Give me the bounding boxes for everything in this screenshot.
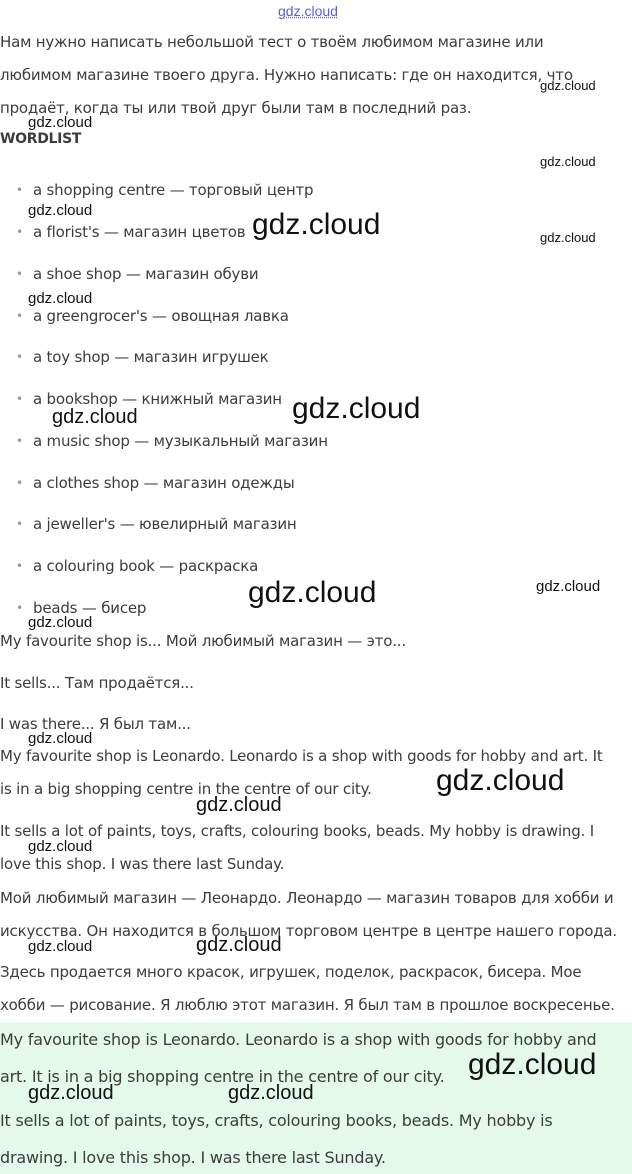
watermark: gdz.cloud bbox=[540, 154, 596, 169]
watermark: gdz.cloud bbox=[468, 1048, 597, 1081]
watermark: gdz.cloud bbox=[292, 392, 421, 425]
phrase-1: My favourite shop is... Мой любимый магазин — это... bbox=[0, 632, 406, 650]
watermark: gdz.cloud bbox=[28, 202, 93, 219]
phrase-2: It sells... Там продаётся... bbox=[0, 674, 194, 692]
watermark: gdz.cloud bbox=[536, 578, 601, 595]
watermark: gdz.cloud bbox=[540, 78, 596, 93]
answer-ru-line-4: хобби — рисование. Я люблю этот магазин. Я был там в прошлое воскресенье. bbox=[0, 996, 615, 1014]
watermark: gdz.cloud bbox=[28, 114, 93, 131]
task-line-2: любимом магазине твоего друга. Нужно написать: где он находится, что bbox=[0, 66, 573, 84]
watermark: gdz.cloud bbox=[28, 290, 93, 307]
answer-ru-line-2: искусства. Он находится в большом торговом центре в центре нашего города. bbox=[0, 922, 617, 940]
watermark: gdz.cloud bbox=[436, 764, 565, 797]
watermark: gdz.cloud bbox=[28, 730, 93, 747]
site-title-link[interactable]: gdz.cloud bbox=[278, 3, 338, 19]
watermark: gdz.cloud bbox=[28, 614, 93, 631]
watermark: gdz.cloud bbox=[52, 406, 138, 428]
watermark: gdz.cloud bbox=[196, 794, 282, 816]
watermark: gdz.cloud bbox=[28, 838, 93, 855]
answer-en-line-2: is in a big shopping centre in the centre of our city. bbox=[0, 780, 372, 798]
phrase-3: I was there... Я был там... bbox=[0, 715, 191, 733]
answer-en-line-1: My favourite shop is Leonardo. Leonardo is a shop with goods for hobby and art. It bbox=[0, 747, 603, 765]
watermark: gdz.cloud bbox=[252, 208, 381, 241]
watermark: gdz.cloud bbox=[228, 1082, 314, 1104]
watermark: gdz.cloud bbox=[28, 938, 93, 955]
highlight-line-2: art. It is in a big shopping centre in the centre of our city. bbox=[0, 1067, 445, 1086]
answer-ru-line-3: Здесь продается много красок, игрушек, поделок, раскрасок, бисера. Мое bbox=[0, 963, 582, 981]
watermark: gdz.cloud bbox=[196, 934, 282, 956]
answer-ru-line-1: Мой любимый магазин — Леонардо. Леонардо — магазин товаров для хобби и bbox=[0, 889, 614, 907]
answer-en-line-4: love this shop. I was there last Sunday. bbox=[0, 855, 285, 873]
highlight-line-3: It sells a lot of paints, toys, crafts, colouring books, beads. My hobby is bbox=[0, 1111, 553, 1130]
wordlist-heading: WORDLIST bbox=[0, 131, 82, 147]
task-line-3: продаёт, когда ты или твой друг были там в последний раз. bbox=[0, 99, 472, 117]
task-line-1: Нам нужно написать небольшой тест о твоём любимом магазине или bbox=[0, 33, 544, 51]
highlight-line-1: My favourite shop is Leonardo. Leonardo is a shop with goods for hobby and bbox=[0, 1030, 597, 1049]
watermark: gdz.cloud bbox=[248, 576, 377, 609]
watermark: gdz.cloud bbox=[28, 1082, 114, 1104]
watermark: gdz.cloud bbox=[540, 230, 596, 245]
highlight-line-4: drawing. I love this shop. I was there last Sunday. bbox=[0, 1148, 386, 1167]
answer-en-line-3: It sells a lot of paints, toys, crafts, colouring books, beads. My hobby is drawing. I bbox=[0, 822, 594, 840]
